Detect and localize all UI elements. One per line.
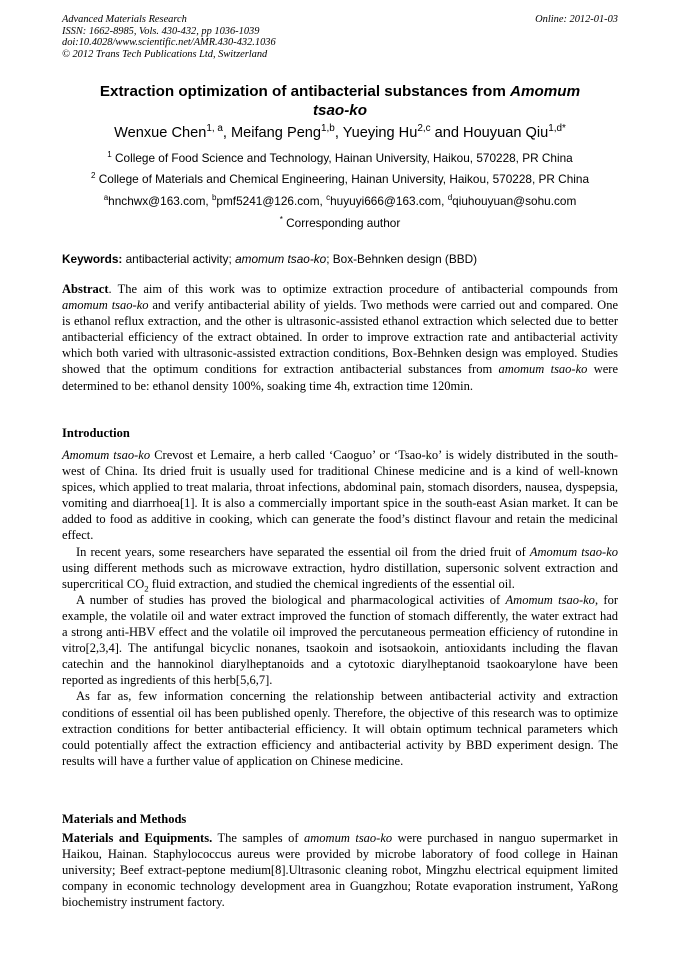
journal-name: Advanced Materials Research <box>62 14 187 25</box>
title-species: Amomum <box>510 83 581 100</box>
abstract-text: were determined to be: ethanol density 100%, soaking time 4h, extraction time 120min. <box>62 362 618 393</box>
journal-header <box>62 14 618 60</box>
abstract-text: and verify antibacterial ability of yields. Two methods were carried out and compared. One is ethanol reflux extraction, and the other is ultrasonic-assisted ethanol extraction which selected due to better antibacterial efficiency of the extract obtained. In order to improve extraction rate and antibacterial activity which both varied with ultrasonic-assisted extraction conditions, Box-Behnken design was employed. Studies showed that the optimum conditions for extraction antibacterial substances from <box>62 298 618 377</box>
issn-line: ISSN: 1662-8985, Vols. 430-432, pp 1036-1039 <box>62 25 260 37</box>
doi-line: doi:10.4028/www.scientific.net/AMR.430-432.1036 <box>62 37 276 49</box>
email-marker: b <box>211 193 217 203</box>
methods-body <box>62 830 618 910</box>
affiliation-text: College of Food Science and Technology, Hainan University, Haikou, 570228, PR China <box>115 151 573 165</box>
methods-italic: amomum tsao-ko <box>304 831 393 845</box>
keywords-text: antibacterial activity; <box>122 252 236 266</box>
affiliation-number: 2 <box>90 171 96 181</box>
keywords-line <box>62 252 618 266</box>
abstract-italic: amomum tsao-ko <box>498 362 588 377</box>
abstract-text: . The aim of this work was to optimize extraction procedure of antibacterial compounds from <box>108 282 618 296</box>
intro-text: Crevost et Lemaire, a herb called ‘Caoguo’ or ‘Tsao-ko’ is widely distributed in the south-west of China. Its dried fruit is usually used for traditional Chinese medicine and is a kind of well-known spices, which applied to treat malaria, throat infections, abdominal pain, stomach disorders, nausea, dyspepsia, vomiting and diarrhoea[1]. It is also a commercially important spice in the south-east Asian market. It can be added to food as additive in cooking, which can generate the food’s distinct flavour and retain the medicinal effect. <box>62 448 618 543</box>
intro-paragraph-2 <box>62 544 618 592</box>
affiliation-2 <box>40 172 640 186</box>
author-affil-marker: 1,d* <box>548 123 566 135</box>
email-address: pmf5241@126.com, <box>216 194 327 208</box>
keywords-label: Keywords: <box>62 252 123 266</box>
author-affil-marker: 1,b <box>321 123 335 135</box>
keywords-italic: amomum tsao-ko <box>235 252 327 266</box>
email-list <box>40 194 640 208</box>
intro-text: A number of studies has proved the biological and pharmacological activities of <box>76 592 506 607</box>
affiliation-number: 1 <box>107 150 112 160</box>
intro-text: using different methods such as microwave extraction, hydro distillation, supersonic solvent extraction and supercritical CO <box>62 560 618 591</box>
keywords-text: ; Box-Behnken design (BBD) <box>326 252 478 266</box>
methods-text: The samples of <box>212 831 305 845</box>
corresponding-author <box>40 216 640 230</box>
corresponding-text: Corresponding author <box>282 216 401 230</box>
co2-subscript: 2 <box>144 583 149 594</box>
corresponding-marker: * <box>279 215 283 225</box>
introduction-heading: Introduction <box>62 426 130 440</box>
email-marker: c <box>326 193 331 203</box>
methods-paragraph <box>62 830 618 910</box>
author-affil-marker: 2,c <box>417 123 431 135</box>
methods-text: were purchased in nanguo supermarket in Haikou, Hainan. Staphylococcus aureus were provided by microbe laboratory of food college in Hainan university; Beef extract-peptone medium[8].Ultrasonic cleaning robot, Mingzhu electrical equipment limited company in economic technology development area in Guangzhou; Rotate evaporation instrument, YaRong biochemistry instrument factory. <box>62 831 618 910</box>
intro-italic: Amomum tsao-ko <box>529 544 618 559</box>
author-list: Wenxue Chen$^{1, a}$, Meifang Peng$^{1,b}$, Yueying Hu$^{2,c}$ and Houyuan Qiu$^{1,d*}$ <box>114 123 566 141</box>
intro-italic: Amomum tsao-ko <box>505 592 595 607</box>
email-address: hnchwx@163.com, <box>108 194 212 208</box>
abstract-paragraph <box>62 281 618 394</box>
author-name: Yueying Hu <box>342 125 418 141</box>
author-name: Wenxue Chen <box>114 125 207 141</box>
abstract-italic: amomum tsao-ko <box>62 298 149 313</box>
email-address: qiuhouyuan@sohu.com <box>452 194 577 208</box>
online-date: Online: 2012-01-03 <box>535 14 618 25</box>
intro-text: , for example, the volatile oil and water extract improved the function of stomach differently, the water extract had a strong anti-HBV effect and the volatile oil improved the percutaneous permeation efficiency of rutondine in vitro[2,3,4]. The antifungal bicyclic nonanes, tsaokoin and isotsaokoin, antioxidants including the flavan catechin and the hannokinol diarylheptanoids and a cytotoxic diarylheptanoid tsaokoarylone have been reported as ingredients of this herb[5,6,7]. <box>62 592 619 688</box>
email-marker: d <box>447 193 453 203</box>
abstract-label: Abstract <box>62 282 109 296</box>
title-species-line2: tsao-ko <box>312 102 367 119</box>
intro-italic: Amomum tsao-ko <box>62 448 151 462</box>
intro-text: In recent years, some researchers have separated the essential oil from the dried fruit of <box>76 544 530 559</box>
author-affil-marker: 1, a <box>206 123 223 135</box>
copyright-line: © 2012 Trans Tech Publications Ltd, Switzerland <box>62 48 268 60</box>
author-name: Meifang Peng <box>230 125 322 141</box>
methods-subheading: Materials and Equipments. <box>62 831 213 845</box>
title-text: Extraction optimization of antibacterial substances from <box>99 83 511 100</box>
author-name: Houyuan Qiu <box>463 125 549 141</box>
methods-heading: Materials and Methods <box>62 812 187 826</box>
email-marker: a <box>103 193 109 203</box>
email-address: huyuyi666@163.com, <box>330 194 448 208</box>
intro-text: fluid extraction, and studied the chemical ingredients of the essential oil. <box>148 576 515 591</box>
intro-paragraph-1 <box>62 447 618 544</box>
affiliation-1 <box>40 151 640 165</box>
intro-paragraph-3 <box>62 592 618 689</box>
introduction-body <box>62 447 618 769</box>
intro-paragraph-4: As far as, few information concerning the relationship between antibacterial activity and extraction conditions of essential oil has been published openly. Therefore, the objective of this research was to optimize extraction conditions for better antibacterial efficiency. It will obtain optimum technical parameters which could potentially affect the extraction efficiency and antibacterial activity by BBD experiment design. The results will have a further value of application on Chinese medicine. <box>62 689 618 768</box>
paper-title <box>62 82 618 120</box>
affiliation-text: College of Materials and Chemical Engineering, Hainan University, Haikou, 570228, PR China <box>98 172 590 186</box>
